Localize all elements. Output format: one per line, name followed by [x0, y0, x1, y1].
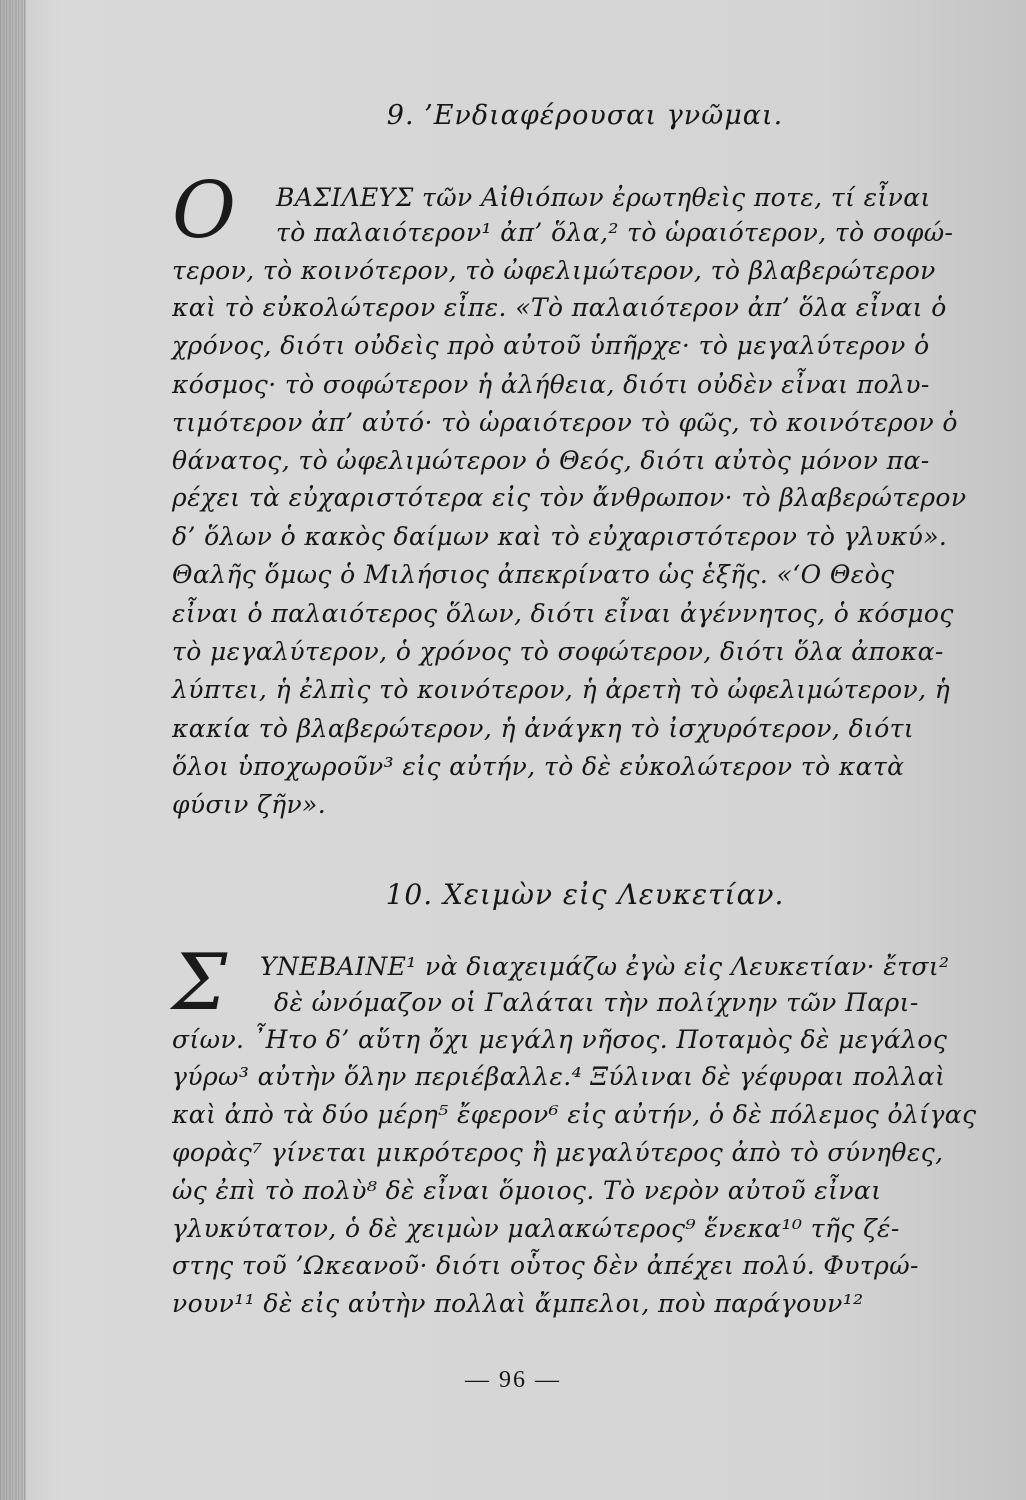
- page-number: — 96 —: [465, 1367, 561, 1393]
- section-9-line: τὸ μεγαλύτερον, ὁ χρόνος τὸ σοφώτερον, διότι ὅλα ἀποκα-: [172, 637, 944, 666]
- section-9-line: χρόνος, διότι οὐδεὶς πρὸ αὐτοῦ ὑπῆρχε· τὸ μεγαλύτερον ὁ: [172, 331, 930, 360]
- section-9-line: ρέχει τὰ εὐχαριστότερα εἰς τὸν ἄνθρωπον· τὸ βλαβερώτερον: [172, 483, 967, 512]
- section-10-line: γλυκύτατον, ὁ δὲ χειμὼν μαλακώτερος⁹ ἕνεκα¹⁰ τῆς ζέ-: [172, 1214, 900, 1243]
- section-9-line: ΒΑΣΙΛΕΥΣ τῶν Αἰθιόπων ἐρωτηθεὶς ποτε, τί εἶναι: [276, 183, 931, 212]
- section-9-line: εἶναι ὁ παλαιότερος ὅλων, διότι εἶναι ἀγέννητος, ὁ κόσμος: [172, 599, 954, 628]
- section-10-line: σίων. ῏Ητο δ’ αὕτη ὄχι μεγάλη νῆσος. Ποταμὸς δὲ μεγάλος: [172, 1025, 948, 1054]
- section-9-dropcap: Ο: [172, 166, 236, 256]
- section-10-line: ὡς ἐπὶ τὸ πολὺ⁸ δὲ εἶναι ὅμοιος. Τὸ νερὸν αὐτοῦ εἶναι: [172, 1176, 882, 1205]
- section-10-line: γύρω³ αὐτὴν ὅλην περιέβαλλε.⁴ Ξύλιναι δὲ γέφυραι πολλαὶ: [172, 1062, 946, 1091]
- section-9-line: φύσιν ζῆν».: [172, 790, 327, 819]
- binding-edge: [0, 0, 26, 1500]
- section-9-line: λύπτει, ἡ ἐλπὶς τὸ κοινότερον, ἡ ἀρετὴ τὸ ὠφελιμώτερον, ἡ: [172, 675, 951, 704]
- section-9-line: κακία τὸ βλαβερώτερον, ἡ ἀνάγκη τὸ ἰσχυρότερον, διότι: [172, 714, 915, 743]
- section-9-line: τιμότερον ἀπ’ αὐτό· τὸ ὡραιότερον τὸ φῶς, τὸ κοινότερον ὁ: [172, 408, 958, 437]
- section-10-line: στης τοῦ ’Ωκεανοῦ· διότι οὗτος δὲν ἀπέχει πολύ. Φυτρώ-: [172, 1251, 919, 1280]
- section-10-dropcap: Σ: [172, 938, 228, 1028]
- section-10-line: ΥΝΕΒΑΙΝΕ¹ νὰ διαχειμάζω ἐγὼ εἰς Λευκετίαν· ἔτσι²: [260, 952, 950, 981]
- section-9-line: τὸ παλαιότερον¹ ἀπ’ ὅλα,² τὸ ὡραιότερον, τὸ σοφώ-: [276, 218, 954, 247]
- section-9-heading: 9. ’Ενδιαφέρουσαι γνῶμαι.: [386, 100, 784, 131]
- section-10-line: νουν¹¹ δὲ εἰς αὐτὴν πολλαὶ ἄμπελοι, ποὺ παράγουν¹²: [172, 1289, 864, 1318]
- section-10-line: φορὰς⁷ γίνεται μικρότερος ἢ μεγαλύτερος ἀπὸ τὸ σύνηθες,: [172, 1138, 944, 1167]
- section-9-line: θάνατος, τὸ ὠφελιμώτερον ὁ Θεός, διότι αὐτὸς μόνον πα-: [172, 446, 930, 475]
- section-9-line: καὶ τὸ εὐκολώτερον εἶπε. «Τὸ παλαιότερον ἀπ’ ὅλα εἶναι ὁ: [172, 293, 947, 322]
- section-10-line: δὲ ὠνόμαζον οἱ Γαλάται τὴν πολίχνην τῶν Παρι-: [274, 988, 919, 1017]
- section-9-line: δ’ ὅλων ὁ κακὸς δαίμων καὶ τὸ εὐχαριστότερον τὸ γλυκύ».: [172, 522, 948, 551]
- section-9-line: ὅλοι ὑποχωροῦν³ εἰς αὐτήν, τὸ δὲ εὐκολώτερον τὸ κατὰ: [172, 752, 905, 781]
- section-9-line: τερον, τὸ κοινότερον, τὸ ὠφελιμώτερον, τὸ βλαβερώτερον: [172, 256, 936, 285]
- section-9-line: κόσμος· τὸ σοφώτερον ἡ ἀλήθεια, διότι οὐδὲν εἶναι πολυ-: [172, 370, 930, 399]
- section-10-heading: 10. Χειμὼν εἰς Λευκετίαν.: [385, 878, 785, 911]
- section-10-line: καὶ ἀπὸ τὰ δύο μέρη⁵ ἔφερον⁶ εἰς αὐτήν, ὁ δὲ πόλεμος ὀλίγας: [172, 1100, 977, 1129]
- section-9-line: Θαλῆς ὅμως ὁ Μιλήσιος ἀπεκρίνατο ὡς ἑξῆς. «‘Ο Θεὸς: [172, 560, 895, 589]
